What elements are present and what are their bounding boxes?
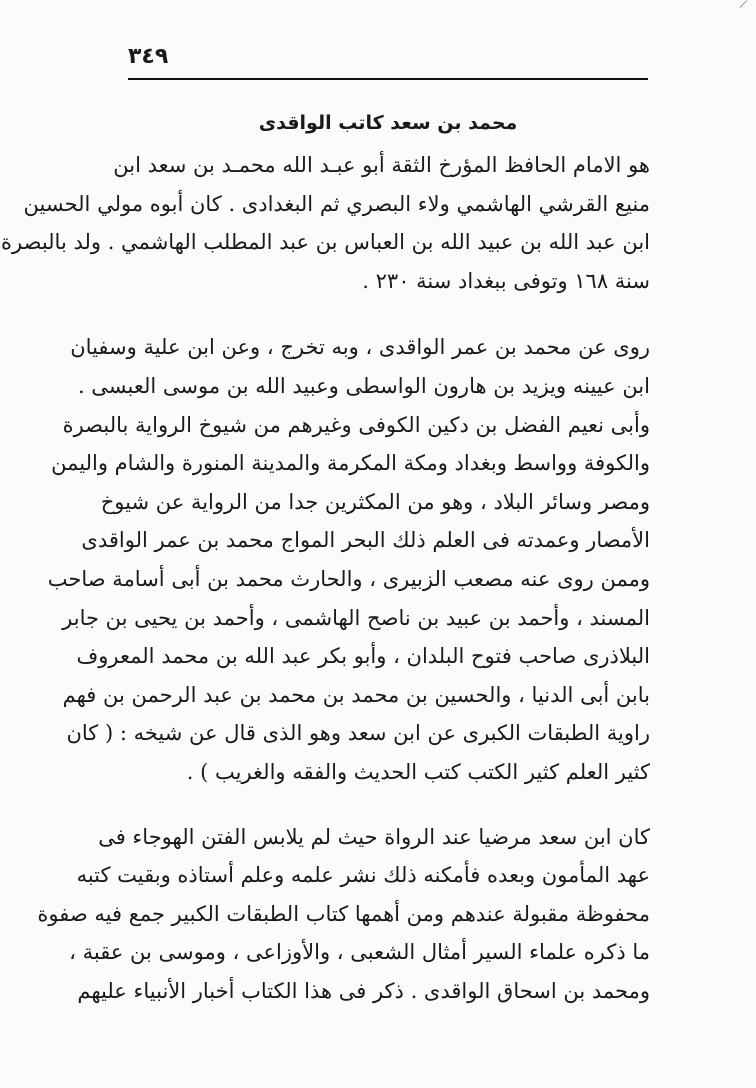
header-rule: [128, 78, 648, 80]
paragraph: [37, 818, 650, 1011]
text-line: منيع القرشي الهاشمي ولاء البصري ثم البغدادى . كان أبوه مولي الحسين: [23, 191, 650, 216]
paragraph: [1, 146, 650, 300]
text-line: ابن عبد الله بن عبيد الله بن العباس بن عبد المطلب الهاشمي . ولد بالبصرة: [1, 230, 650, 255]
text-line: محفوظة مقبولة عندهم ومن أهمها كتاب الطبقات الكبير جمع فيه صفوة: [37, 901, 650, 926]
text-line: هو الامام الحافظ المؤرخ الثقة أبو عبـد الله محمـد بن سعد ابن: [113, 153, 650, 177]
section-title: محمد بن سعد كاتب الواقدى: [258, 112, 518, 134]
text-line: كان ابن سعد مرضيا عند الرواة حيث لم يلابس الفتن الهوجاء فى: [98, 824, 650, 849]
text-line: الأمصار وعمدته فى العلم ذلك البحر المواج محمد بن عمر الواقدى: [81, 528, 650, 553]
text-line: وأبى نعيم الفضل بن دكين الكوفى وغيرهم من شيوخ الرواية بالبصرة: [62, 412, 650, 437]
text-line: ومصر وسائر البلاد ، وهو من المكثرين جدا من الرواية عن شيوخ: [100, 489, 650, 514]
text-line: ومحمد بن اسحاق الواقدى . ذكر فى هذا الكتاب أخبار الأنبياء عليهم: [77, 978, 650, 1003]
text-line: بابن أبى الدنيا ، والحسين بن محمد بن محمد بن عبد الرحمن بن فهم: [62, 682, 650, 707]
text-line: راوية الطبقات الكبرى عن ابن سعد وهو الذى قال عن شيخه : ( كان: [66, 721, 650, 746]
text-line: وممن روى عنه مصعب الزبيرى ، والحارث محمد بن أبى أسامة صاحب: [47, 566, 650, 591]
page-body: [1, 146, 650, 1034]
text-line: المسند ، وأحمد بن عبيد بن ناصح الهاشمى ، وأحمد بن يحيى بن جابر: [62, 605, 650, 630]
paragraph: [47, 328, 650, 791]
corner-mark: [740, 0, 755, 15]
text-line: والكوفة وواسط وبغداد ومكة المكرمة والمدينة المنورة والشام واليمن: [51, 451, 650, 476]
text-line: كثير العلم كثير الكتب كتب الحديث والفقه والغريب ) .: [186, 759, 650, 784]
text-line: البلاذرى صاحب فتوح البلدان ، وأبو بكر عبد الله بن محمد المعروف: [76, 644, 650, 669]
page-number: ٣٤٩: [128, 44, 169, 69]
text-line: ما ذكره علماء السير أمثال الشعبى ، والأوزاعى ، وموسى بن عقبة ،: [69, 940, 650, 965]
text-line: سنة ١٦٨ وتوفى ببغداد سنة ٢٣٠ .: [362, 268, 650, 293]
text-line: عهد المأمون وبعده فأمكنه ذلك نشر علمه وعلم أستاذه وبقيت كتبه: [76, 863, 650, 888]
text-line: ابن عيينه ويزيد بن هارون الواسطى وعبيد الله بن موسى العبسى .: [77, 373, 650, 398]
text-line: روى عن محمد بن عمر الواقدى ، وبه تخرج ، وعن ابن علية وسفيان: [70, 335, 650, 360]
